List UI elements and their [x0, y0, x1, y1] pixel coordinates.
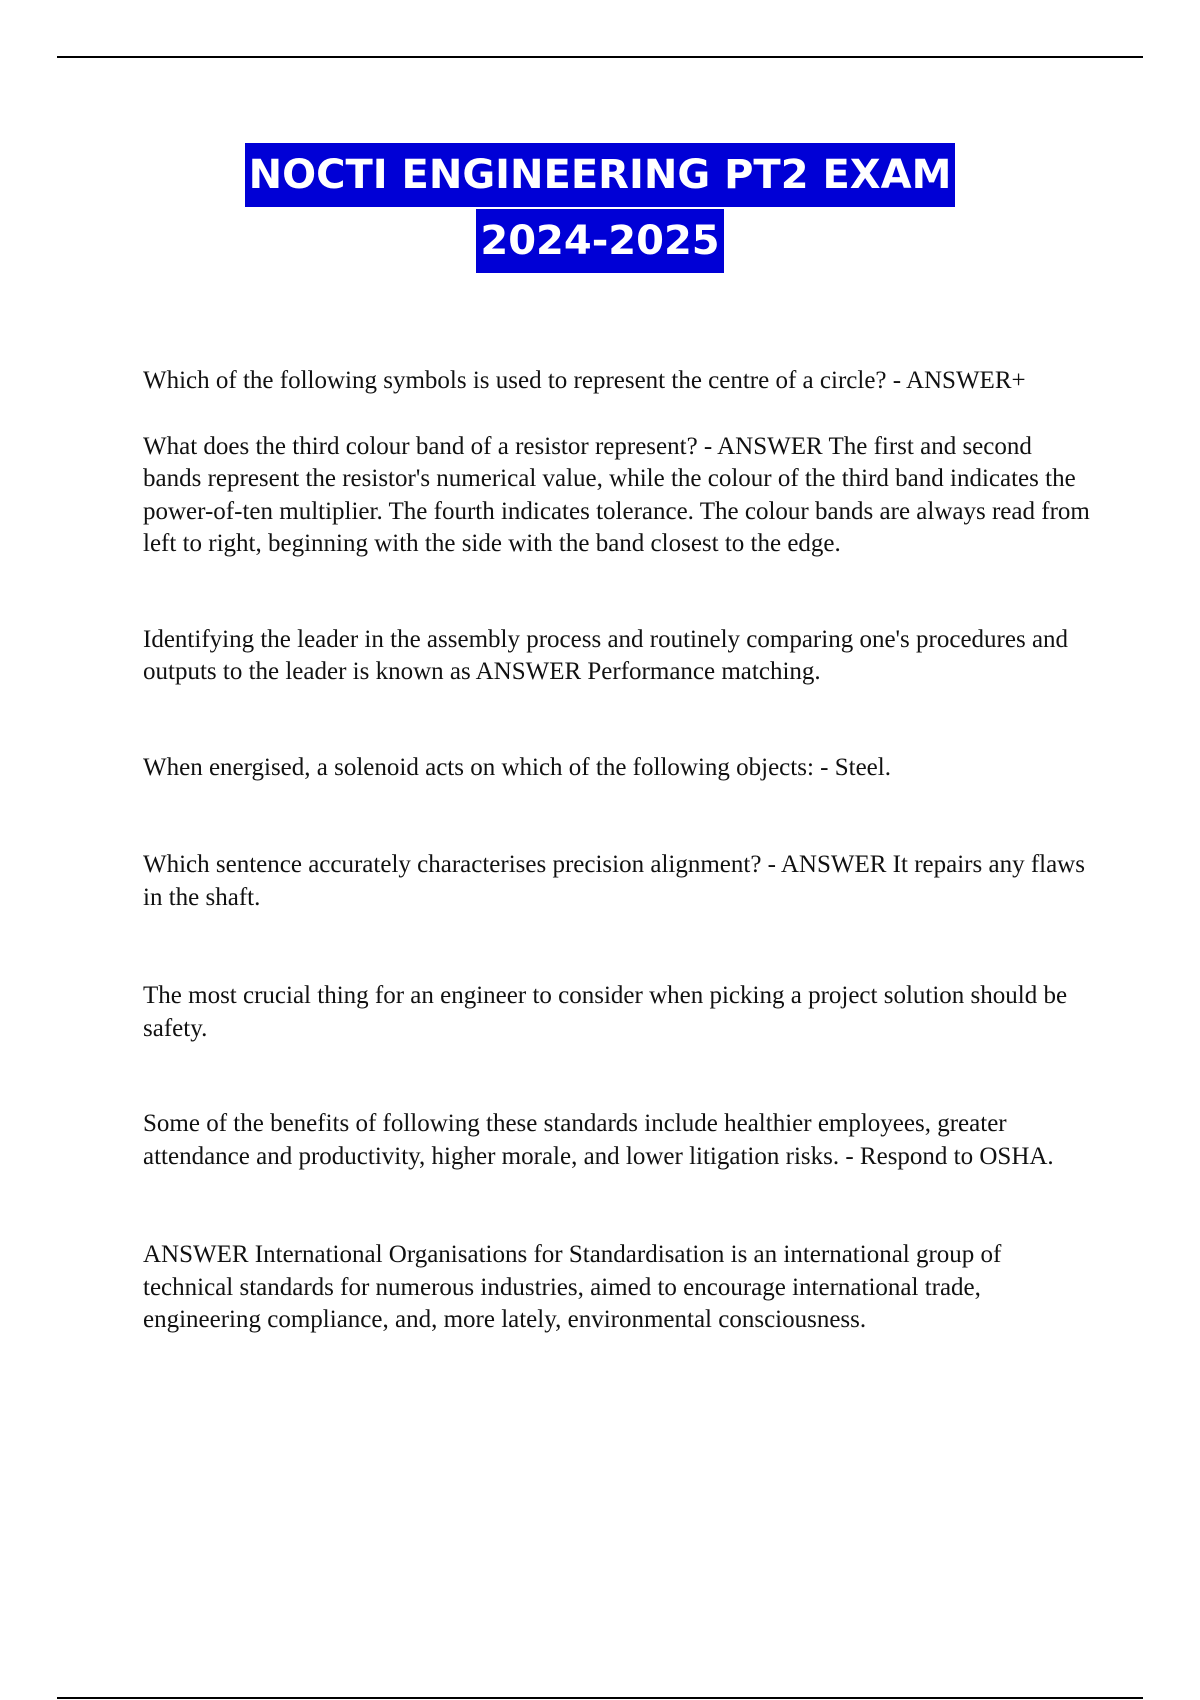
bottom-rule: [57, 1697, 1143, 1699]
qa-list: [143, 365, 1093, 1337]
qa-item: Identifying the leader in the assembly process and routinely comparing one's procedures and outputs to the leader is known as ANSWER Performance matching.: [143, 625, 1069, 685]
qa-item: What does the third colour band of a resistor represent? - ANSWER The first and second bands represent the resistor's numerical value, while the colour of the third band indicates the power-of-ten multiplier. The fourth indicates tolerance. The colour bands are always read from left to right, beginning with the side with the band closest to the edge.: [143, 432, 1090, 557]
qa-item: When energised, a solenoid acts on which of the following objects: - Steel.: [143, 753, 891, 781]
top-rule: [57, 56, 1143, 58]
qa-item: The most crucial thing for an engineer to consider when picking a project solution should be safety.: [143, 982, 1068, 1042]
qa-item: Some of the benefits of following these standards include healthier employees, greater attendance and productivity, higher morale, and lower litigation risks. - Respond to OSHA.: [143, 1110, 1054, 1170]
title-line-2: 2024-2025: [476, 209, 723, 273]
document-title: [0, 142, 1200, 274]
qa-item: Which of the following symbols is used to represent the centre of a circle? - ANSWER+: [143, 367, 1026, 394]
qa-item: ANSWER International Organisations for Standardisation is an international group of technical standards for numerous industries, aimed to encourage international trade, engineering compliance, and, more lately, environmental consciousness.: [143, 1241, 1002, 1333]
title-line-1: NOCTI ENGINEERING PT2 EXAM: [245, 143, 956, 207]
qa-item: Which sentence accurately characterises precision alignment? - ANSWER It repairs any flaws in the shaft.: [143, 851, 1085, 911]
